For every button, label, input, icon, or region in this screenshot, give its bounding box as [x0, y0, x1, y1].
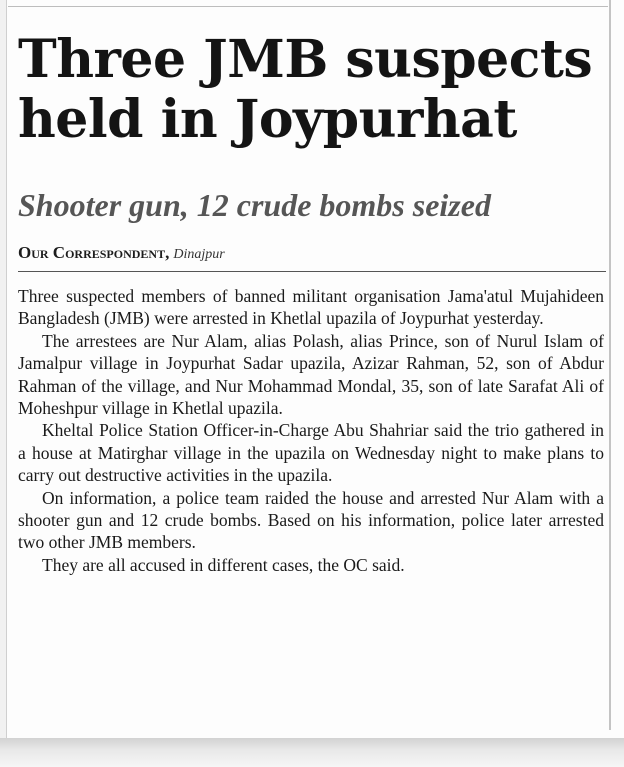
article-byline: [18, 243, 608, 265]
byline-author: Our Correspondent,: [18, 243, 170, 262]
article-headline: Three JMB suspects held in Joypurhat: [18, 29, 593, 150]
page-edge-left: [0, 0, 7, 740]
article-paragraph: Kheltal Police Station Officer-in-Charge Abu Shahriar said the trio gathered in a house at Matirghar village in the upazila on Wednesday night to make plans to carry out destructive activities in the upazila.: [18, 420, 604, 486]
article-subheadline: Shooter gun, 12 crude bombs seized: [18, 187, 491, 223]
page-bottom-shadow: [0, 738, 624, 767]
column-rule-right: [609, 0, 611, 730]
article-body: [18, 285, 604, 576]
top-rule: [8, 6, 608, 7]
article-paragraph: The arrestees are Nur Alam, alias Polash, alias Prince, son of Nurul Islam of Jamalpur village in Joypurhat Sadar upazila, Azizar Rahman, 52, son of Abdur Rahman of the village, and Nur Mohammad Mondal, 35, son of late Sarafat Ali of Moheshpur village in Khetlal upazila.: [18, 330, 604, 419]
article-paragraph: They are all accused in different cases, the OC said.: [42, 554, 405, 575]
article-paragraph: On information, a police team raided the house and arrested Nur Alam with a shooter gun and 12 crude bombs. Based on his information, police later arrested two other JMB members.: [18, 487, 604, 553]
byline-location: Dinajpur: [173, 247, 225, 262]
article-paragraph: Three suspected members of banned militant organisation Jama'atul Mujahideen Bangladesh (JMB) were arrested in Khetlal upazila of Joypurhat yesterday.: [18, 286, 604, 329]
byline-rule: [18, 271, 606, 272]
